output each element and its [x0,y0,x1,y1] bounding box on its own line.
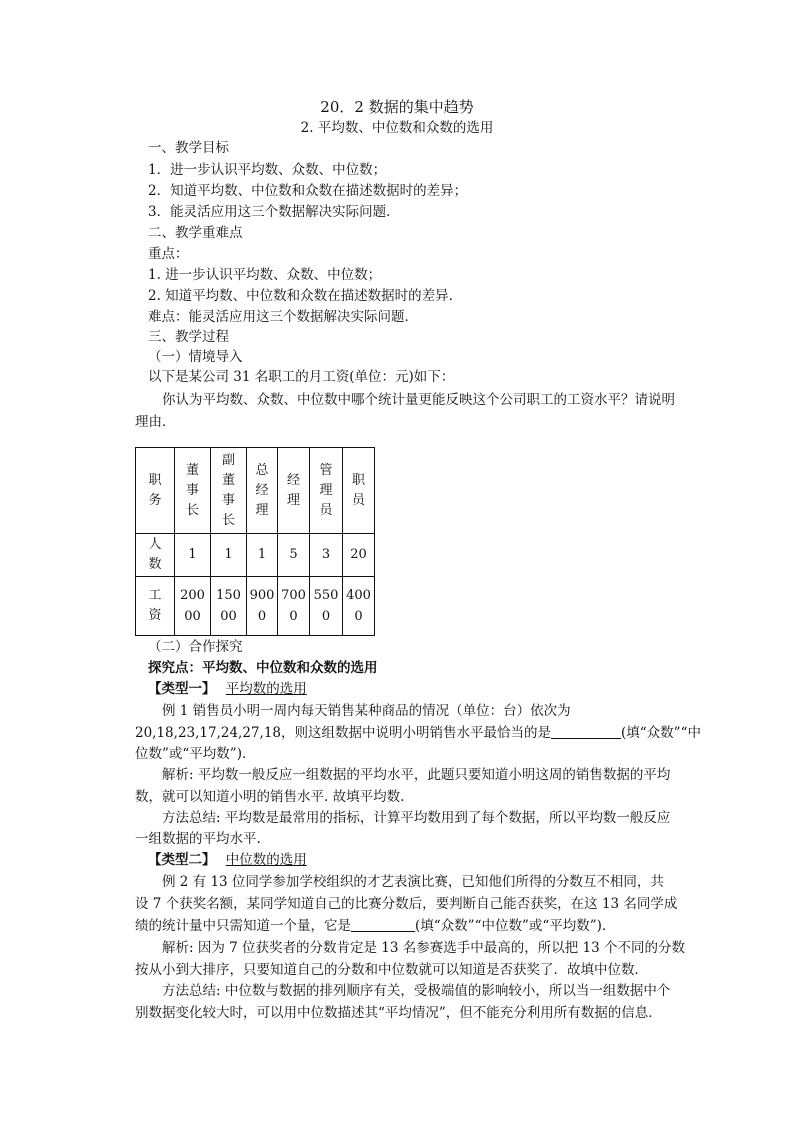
goal-item: 2．知道平均数、中位数和众数在描述数据时的差异； [148,183,468,199]
example2-line: 例 2 有 13 位同学参加学校组织的才艺表演比赛，已知他们所得的分数互不相同，共 [162,874,664,890]
example2-text: 绩的统计量中只需知道一个量，它是 [135,918,351,934]
process-heading: 三、教学过程 [148,329,229,345]
table-cell: 5 [278,534,310,577]
table-cell: 职员 [343,448,375,534]
example2-analysis: 解析: 因为 7 位获奖者的分数肯定是 13 名参赛选手中最高的，所以把 13 个不同的分数 [162,940,686,956]
table-cell: 1 [175,534,211,577]
table-cell: 1 [211,534,247,577]
example2-line: 设 7 个获奖名额，某同学知道自己的比赛分数后，要判断自己能否获奖，在这 13 名同学成 [135,896,678,912]
type2-title: 中位数的选用 [225,852,307,868]
table-cell: 15000 [211,577,247,636]
row-header-position: 职务 [136,448,175,534]
example2-analysis: 按从小到大排序，只要知道自己的分数和中位数就可以知道是否获奖了．故填中位数． [135,962,648,978]
example1-text: 20,18,23,17,24,27,18，则这组数据中说明小明销售水平最恰当的是 [135,725,551,741]
table-cell: 20000 [175,577,211,636]
table-cell: 总经理 [247,448,278,534]
table-cell: 管理员 [310,448,343,534]
example1-method: 一组数据的平均水平. [135,831,261,847]
table-cell: 副董事长 [211,448,247,534]
key-heading: 二、教学重难点 [148,225,243,241]
answer-blank [351,917,415,932]
example1-analysis: 数，就可以知道小明的销售水平. 故填平均数. [135,789,405,805]
type1-label: 【类型一】 [148,681,216,697]
goal-item: 1．进一步认识平均数、众数、中位数； [148,162,387,178]
example1-method: 方法总结: 平均数是最常用的指标，计算平均数用到了每个数据，所以平均数一般反应 [162,810,671,826]
type1-title: 平均数的选用 [225,681,307,697]
salary-table [135,447,375,636]
goals-heading: 一、教学目标 [148,140,229,156]
example2-method: 方法总结: 中位数与数据的排列顺序有关，受极端值的影响较小，所以当一组数据中个 [162,983,671,999]
key-point: 2. 知道平均数、中位数和众数在描述数据时的差异. [148,288,453,304]
table-cell: 经理 [278,448,310,534]
example2-line [135,916,615,936]
example1-text: (填“众数”“中 [621,725,701,741]
explore-point: 探究点：平均数、中位数和众数的选用 [148,660,378,676]
table-cell: 3 [310,534,343,577]
example2-text: (填“众数”“中位数”或“平均数”)． [415,918,616,934]
table-cell: 20 [343,534,375,577]
row-header-count: 人数 [136,534,175,577]
table-cell: 1 [247,534,278,577]
intro-text: 以下是某公司 31 名职工的月工资(单位：元)如下： [148,369,455,385]
example1-line: 例 1 销售员小明一周内每天销售某种商品的情况（单位：台）依次为 [162,703,571,719]
table-cell: 7000 [278,577,310,636]
answer-blank [551,724,621,739]
table-cell: 董事长 [175,448,211,534]
table-cell: 5500 [310,577,343,636]
row-header-salary: 工资 [136,577,175,636]
type2-heading [148,850,307,870]
intro-question: 你认为平均数、众数、中位数中哪个统计量更能反映这个公司职工的工资水平？请说明 [162,392,675,408]
intro-question-cont: 理由． [135,414,176,430]
type1-heading [148,679,307,699]
example1-line: 位数”或“平均数”)． [135,746,256,762]
table-row [136,534,375,577]
goal-item: 3．能灵活应用这三个数据解决实际问题． [148,204,400,220]
table-cell: 9000 [247,577,278,636]
example1-analysis: 解析: 平均数一般反应一组数据的平均水平，此题只要知道小明这周的销售数据的平均 [162,767,671,783]
explore-heading: （二）合作探究 [148,639,243,655]
key-point: 1. 进一步认识平均数、众数、中位数； [148,267,382,283]
difficulty-text: 难点：能灵活应用这三个数据解决实际问题． [148,309,418,325]
page-subtitle: 2. 平均数、中位数和众数的选用 [300,120,494,136]
example1-line [135,723,701,743]
key-label: 重点： [148,246,189,262]
page-title: 20．2 数据的集中趋势 [320,98,474,116]
table-cell: 4000 [343,577,375,636]
type2-label: 【类型二】 [148,852,216,868]
table-row [136,448,375,534]
intro-heading: （一）情境导入 [148,349,243,365]
table-row [136,577,375,636]
example2-method: 别数据变化较大时，可以用中位数描述其“平均情况”，但不能充分利用所有数据的信息． [135,1005,662,1021]
